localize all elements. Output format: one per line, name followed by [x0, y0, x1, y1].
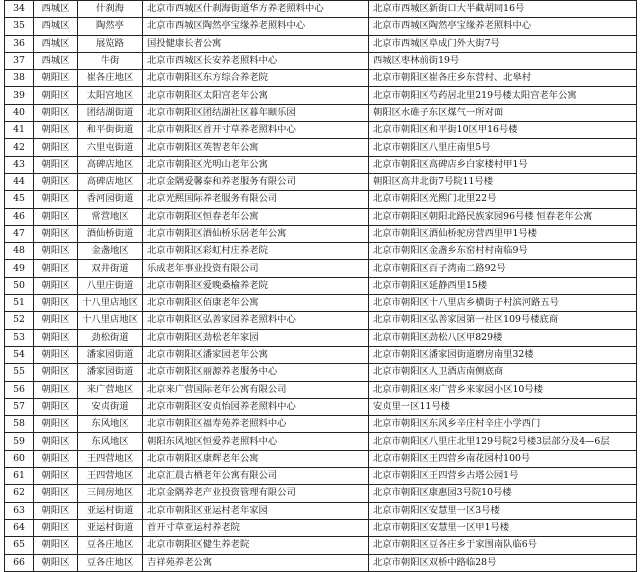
- district-cell: 朝阳区: [34, 312, 78, 329]
- street-cell: 十八里店地区: [78, 312, 143, 329]
- district-cell: 朝阳区: [34, 416, 78, 433]
- row-number-cell: 65: [5, 537, 34, 554]
- facility-name-cell: 北京市朝阳区东方综合养老院: [143, 70, 369, 87]
- facility-name-cell: 吉祥苑养老公寓: [143, 554, 369, 571]
- table-row: [5, 450, 637, 467]
- facility-name-cell: 北京光熙国际养老服务有限公司: [143, 191, 369, 208]
- table-row: [5, 312, 637, 329]
- street-cell: 劲松街道: [78, 329, 143, 346]
- street-cell: 王四营地区: [78, 450, 143, 467]
- table-row: [5, 260, 637, 277]
- address-cell: 北京市朝阳区双桥中路临28号: [369, 554, 637, 571]
- street-cell: 王四营地区: [78, 468, 143, 485]
- district-cell: 朝阳区: [34, 70, 78, 87]
- row-number-cell: 47: [5, 225, 34, 242]
- table-row: [5, 243, 637, 260]
- street-cell: 高碑店地区: [78, 156, 143, 173]
- district-cell: 朝阳区: [34, 139, 78, 156]
- facility-name-cell: 北京市朝阳区亚运村老年家园: [143, 502, 369, 519]
- facility-name-cell: 北京市朝阳区福寿苑养老照料中心: [143, 416, 369, 433]
- district-cell: 朝阳区: [34, 243, 78, 260]
- row-number-cell: 49: [5, 260, 34, 277]
- street-cell: 牛街: [78, 52, 143, 69]
- street-cell: 安贞街道: [78, 398, 143, 415]
- table-body: [5, 1, 637, 572]
- street-cell: 东风地区: [78, 416, 143, 433]
- street-cell: 来广营地区: [78, 381, 143, 398]
- table-row: [5, 346, 637, 363]
- row-number-cell: 36: [5, 35, 34, 52]
- row-number-cell: 55: [5, 364, 34, 381]
- district-cell: 朝阳区: [34, 450, 78, 467]
- table-row: [5, 173, 637, 190]
- street-cell: 常营地区: [78, 208, 143, 225]
- row-number-cell: 53: [5, 329, 34, 346]
- table-row: [5, 139, 637, 156]
- facility-name-cell: 北京市朝阳区弘善家园养老照料中心: [143, 312, 369, 329]
- district-cell: 朝阳区: [34, 173, 78, 190]
- street-cell: 陶然亭: [78, 18, 143, 35]
- table-row: [5, 70, 637, 87]
- district-cell: 朝阳区: [34, 87, 78, 104]
- street-cell: 豆各庄地区: [78, 537, 143, 554]
- district-cell: 朝阳区: [34, 260, 78, 277]
- row-number-cell: 44: [5, 173, 34, 190]
- street-cell: 高碑店地区: [78, 173, 143, 190]
- address-cell: 北京市朝阳区朝阳北路民族家园96号楼 恒春老年公寓: [369, 208, 637, 225]
- address-cell: 北京市朝阳区八里庄北里129号院2号楼3层部分及4—6层: [369, 433, 637, 450]
- facility-name-cell: 北京市朝阳区英智老年公寓: [143, 139, 369, 156]
- table-row: [5, 18, 637, 35]
- district-cell: 朝阳区: [34, 502, 78, 519]
- street-cell: 双井街道: [78, 260, 143, 277]
- row-number-cell: 46: [5, 208, 34, 225]
- table-row: [5, 87, 637, 104]
- table-row: [5, 208, 637, 225]
- address-cell: 北京市西城区阜成门外大街7号: [369, 35, 637, 52]
- row-number-cell: 50: [5, 277, 34, 294]
- street-cell: 东风地区: [78, 433, 143, 450]
- facility-name-cell: 北京市朝阳区康辉老年公寓: [143, 450, 369, 467]
- table-row: [5, 277, 637, 294]
- address-cell: 北京市朝阳区来广营乡来家园小区10号楼: [369, 381, 637, 398]
- table-row: [5, 468, 637, 485]
- table-row: [5, 537, 637, 554]
- address-cell: 北京市西城区陶然亭宝缘养老照料中心: [369, 18, 637, 35]
- nursing-home-table: [4, 0, 637, 572]
- facility-name-cell: 北京市西城区陶然亭宝缘养老照料中心: [143, 18, 369, 35]
- row-number-cell: 48: [5, 243, 34, 260]
- row-number-cell: 61: [5, 468, 34, 485]
- district-cell: 西城区: [34, 52, 78, 69]
- address-cell: 北京市朝阳区安慧里一区3号楼: [369, 502, 637, 519]
- facility-name-cell: 乐成老年事业投资有限公司: [143, 260, 369, 277]
- row-number-cell: 42: [5, 139, 34, 156]
- street-cell: 酒仙桥街道: [78, 225, 143, 242]
- address-cell: 北京市朝阳区百子湾南二路92号: [369, 260, 637, 277]
- facility-name-cell: 北京市朝阳区爱晚桑榆养老院: [143, 277, 369, 294]
- facility-name-cell: 朝阳东风地区恒爱养老照料中心: [143, 433, 369, 450]
- district-cell: 朝阳区: [34, 485, 78, 502]
- address-cell: 北京市朝阳区王四营乡古塔公园1号: [369, 468, 637, 485]
- row-number-cell: 60: [5, 450, 34, 467]
- address-cell: 北京市朝阳区芍药居北里219号楼太阳宫老年公寓: [369, 87, 637, 104]
- facility-name-cell: 北京市西城区什刹海街道华方养老照料中心: [143, 1, 369, 18]
- district-cell: 朝阳区: [34, 208, 78, 225]
- district-cell: 朝阳区: [34, 156, 78, 173]
- row-number-cell: 39: [5, 87, 34, 104]
- table-row: [5, 381, 637, 398]
- street-cell: 和平街街道: [78, 122, 143, 139]
- district-cell: 朝阳区: [34, 398, 78, 415]
- district-cell: 朝阳区: [34, 433, 78, 450]
- table-row: [5, 364, 637, 381]
- row-number-cell: 63: [5, 502, 34, 519]
- district-cell: 朝阳区: [34, 191, 78, 208]
- street-cell: 展览路: [78, 35, 143, 52]
- table-row: [5, 433, 637, 450]
- address-cell: 北京市朝阳区光熙门北里22号: [369, 191, 637, 208]
- district-cell: 朝阳区: [34, 346, 78, 363]
- address-cell: 北京市朝阳区劲松八区甲829楼: [369, 329, 637, 346]
- row-number-cell: 41: [5, 122, 34, 139]
- street-cell: 团结湖街道: [78, 104, 143, 121]
- table-row: [5, 122, 637, 139]
- table-row: [5, 191, 637, 208]
- address-cell: 北京市朝阳区延静西里15楼: [369, 277, 637, 294]
- facility-name-cell: 首开寸草亚运村养老院: [143, 519, 369, 536]
- address-cell: 北京市朝阳区十八里店乡横街子村滨河路五号: [369, 295, 637, 312]
- table-row: [5, 502, 637, 519]
- row-number-cell: 58: [5, 416, 34, 433]
- district-cell: 朝阳区: [34, 468, 78, 485]
- facility-name-cell: 北京市朝阳区佰康老年公寓: [143, 295, 369, 312]
- address-cell: 北京市朝阳区人卫酒店南侧底商: [369, 364, 637, 381]
- address-cell: 安贞里一区11号楼: [369, 398, 637, 415]
- facility-name-cell: 北京市朝阳区健生养老院: [143, 537, 369, 554]
- table-row: [5, 554, 637, 571]
- facility-name-cell: 北京汇晨古栖老年公寓有限公司: [143, 468, 369, 485]
- row-number-cell: 34: [5, 1, 34, 18]
- facility-name-cell: 北京市朝阳区太阳宫老年公寓: [143, 87, 369, 104]
- street-cell: 潘家园街道: [78, 346, 143, 363]
- street-cell: 亚运村街道: [78, 519, 143, 536]
- facility-name-cell: 北京市朝阳区丽源养老服务中心: [143, 364, 369, 381]
- facility-name-cell: 北京市朝阳区劲松老年家园: [143, 329, 369, 346]
- table-row: [5, 416, 637, 433]
- facility-name-cell: 北京金隅养老产业投资管理有限公司: [143, 485, 369, 502]
- facility-name-cell: 北京来广营国际老年公寓有限公司: [143, 381, 369, 398]
- row-number-cell: 57: [5, 398, 34, 415]
- address-cell: 北京市朝阳区和平街10区甲16号楼: [369, 122, 637, 139]
- row-number-cell: 62: [5, 485, 34, 502]
- address-cell: 北京市朝阳区潘家园街道磨房南里32楼: [369, 346, 637, 363]
- table-row: [5, 156, 637, 173]
- district-cell: 朝阳区: [34, 364, 78, 381]
- facility-name-cell: 北京市朝阳区酒仙桥乐居老年公寓: [143, 225, 369, 242]
- street-cell: 太阳宫地区: [78, 87, 143, 104]
- table-row: [5, 485, 637, 502]
- row-number-cell: 43: [5, 156, 34, 173]
- table-row: [5, 295, 637, 312]
- address-cell: 北京市朝阳区金盏乡东窑村村南临9号: [369, 243, 637, 260]
- district-cell: 朝阳区: [34, 122, 78, 139]
- table-row: [5, 398, 637, 415]
- address-cell: 北京市朝阳区东风乡辛庄村辛庄小学西门: [369, 416, 637, 433]
- row-number-cell: 66: [5, 554, 34, 571]
- district-cell: 西城区: [34, 18, 78, 35]
- row-number-cell: 52: [5, 312, 34, 329]
- row-number-cell: 59: [5, 433, 34, 450]
- table-row: [5, 329, 637, 346]
- facility-name-cell: 北京市朝阳区潘家园老年公寓: [143, 346, 369, 363]
- address-cell: 北京市朝阳区酒仙桥驼房营西里甲1号楼: [369, 225, 637, 242]
- address-cell: 北京市朝阳区豆各庄乡于家围南队临6号: [369, 537, 637, 554]
- district-cell: 朝阳区: [34, 225, 78, 242]
- address-cell: 北京市朝阳区八里庄南里5号: [369, 139, 637, 156]
- address-cell: 北京市朝阳区安慧里一区甲1号楼: [369, 519, 637, 536]
- row-number-cell: 51: [5, 295, 34, 312]
- address-cell: 北京市朝阳区弘善家园第一社区109号楼底商: [369, 312, 637, 329]
- table-row: [5, 1, 637, 18]
- facility-name-cell: 北京市朝阳区安贞怡园养老照料中心: [143, 398, 369, 415]
- street-cell: 八里庄街道: [78, 277, 143, 294]
- address-cell: 朝阳区高井北街7号院11号楼: [369, 173, 637, 190]
- address-cell: 北京市朝阳区崔各庄乡东营村、北皋村: [369, 70, 637, 87]
- street-cell: 三间房地区: [78, 485, 143, 502]
- address-cell: 北京市朝阳区高碑店乡白家楼村甲1号: [369, 156, 637, 173]
- street-cell: 亚运村街道: [78, 502, 143, 519]
- row-number-cell: 56: [5, 381, 34, 398]
- district-cell: 西城区: [34, 35, 78, 52]
- table-row: [5, 52, 637, 69]
- street-cell: 香河园街道: [78, 191, 143, 208]
- district-cell: 朝阳区: [34, 381, 78, 398]
- row-number-cell: 54: [5, 346, 34, 363]
- facility-name-cell: 北京市朝阳区恒春老年公寓: [143, 208, 369, 225]
- facility-name-cell: 北京金隅爱馨泰和养老服务有限公司: [143, 173, 369, 190]
- facility-name-cell: 北京市朝阳区首开寸草养老照料中心: [143, 122, 369, 139]
- table-row: [5, 519, 637, 536]
- row-number-cell: 38: [5, 70, 34, 87]
- district-cell: 西城区: [34, 1, 78, 18]
- table-row: [5, 225, 637, 242]
- facility-name-cell: 北京市朝阳区光明山老年公寓: [143, 156, 369, 173]
- street-cell: 崔各庄地区: [78, 70, 143, 87]
- facility-name-cell: 北京市朝阳区团结湖社区暮年颐乐园: [143, 104, 369, 121]
- district-cell: 朝阳区: [34, 519, 78, 536]
- facility-name-cell: 北京市西城区长安养老照料中心: [143, 52, 369, 69]
- row-number-cell: 45: [5, 191, 34, 208]
- row-number-cell: 64: [5, 519, 34, 536]
- row-number-cell: 40: [5, 104, 34, 121]
- district-cell: 朝阳区: [34, 554, 78, 571]
- district-cell: 朝阳区: [34, 537, 78, 554]
- address-cell: 北京市朝阳区王四营乡南花园村100号: [369, 450, 637, 467]
- facility-name-cell: 国投健康长者公寓: [143, 35, 369, 52]
- address-cell: 北京市西城区新街口大半截胡同16号: [369, 1, 637, 18]
- district-cell: 朝阳区: [34, 329, 78, 346]
- address-cell: 朝阳区水碓子东区煤气一所对面: [369, 104, 637, 121]
- table-row: [5, 35, 637, 52]
- district-cell: 朝阳区: [34, 295, 78, 312]
- district-cell: 朝阳区: [34, 104, 78, 121]
- table-row: [5, 104, 637, 121]
- row-number-cell: 37: [5, 52, 34, 69]
- district-cell: 朝阳区: [34, 277, 78, 294]
- street-cell: 十八里店地区: [78, 295, 143, 312]
- address-cell: 西城区枣林前街19号: [369, 52, 637, 69]
- street-cell: 豆各庄地区: [78, 554, 143, 571]
- street-cell: 金盏地区: [78, 243, 143, 260]
- street-cell: 潘家园街道: [78, 364, 143, 381]
- street-cell: 六里屯街道: [78, 139, 143, 156]
- row-number-cell: 35: [5, 18, 34, 35]
- street-cell: 什刹海: [78, 1, 143, 18]
- facility-name-cell: 北京市朝阳区彩虹村庄养老院: [143, 243, 369, 260]
- address-cell: 北京市朝阳区康惠园3号院10号楼: [369, 485, 637, 502]
